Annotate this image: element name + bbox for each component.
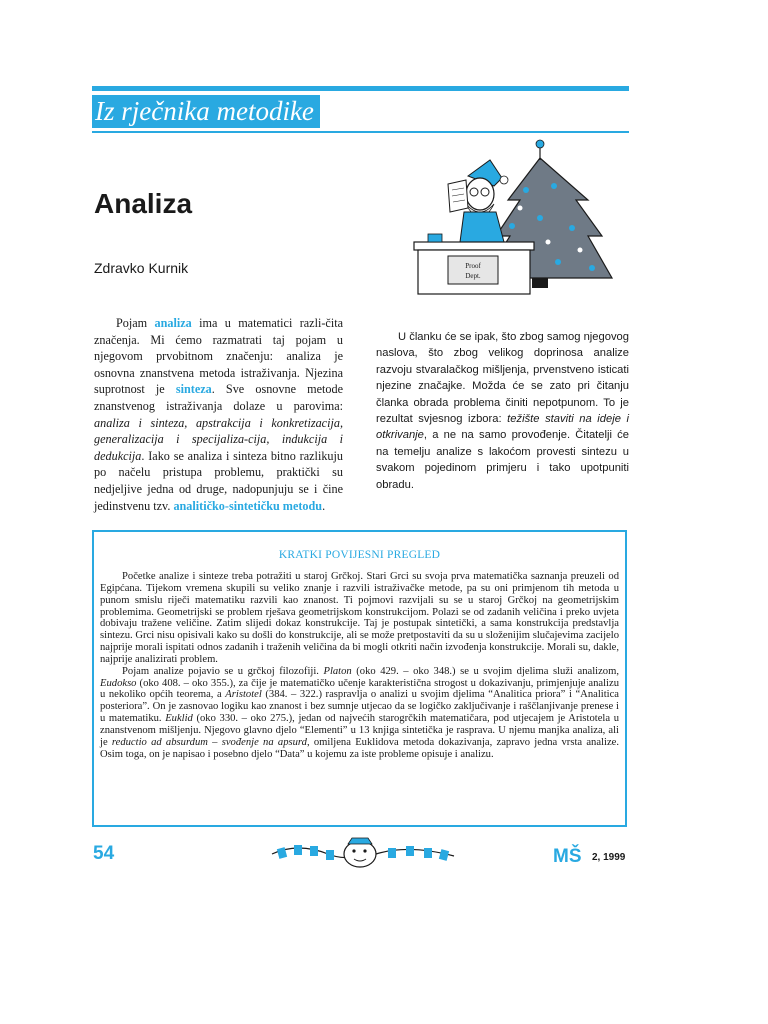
- header-underline: [92, 131, 629, 133]
- history-paragraph-1: Početke analize i sinteze treba potražiti u staroj Grčkoj. Stari Grci su svoja prva matematička saznanja preuzeli od Egipćana. Tijekom vremena skupili su veliko znanje i razvili istraživačke metode, pa su oni primjenom tih metoda u punom smislu riječi matematiku razvili kao znanost. Ti pojmovi razvijali su se u staroj Grčkoj na geometrijskim problemima. Geometrijski se problem rješava geometrijskom konstrukcijom. Polazi se od zadanih veličina i preko uvjeta dobivaju tražene veličine. Zatim slijedi dokaz konstrukcije. Taj je postupak sintetički, a sama konstrukcija predstavlja sintezu. Grci nisu opisivali kako su došli do konstrukcije, ali se može pretpostaviti da su u složenijim slučajevima zacijelo najprije morali ispitati odnos zadanih i traženih veličina da bi mogli otkriti način izvođenja konstrukcije. Morali su, dakle, najprije analizirati problem.: [100, 571, 619, 665]
- article-author: Zdravko Kurnik: [94, 260, 189, 276]
- logo-text: MŠ: [553, 846, 582, 865]
- section-title: Iz rječnika metodike: [92, 95, 320, 128]
- term-sinteza: sinteza: [175, 382, 212, 397]
- right-column: U članku će se ipak, što zbog samog njegovog naslova, što zbog velikog doprinosa analize razvoju stvaralačkog mišljenja, prvenstveno isticati njezine značajke. Možda će se zato pri čitanju članka obrada problema činiti nepotpunom. To je rezultat svjesnog izbora: težište staviti na ideje i otkrivanje, a ne na samo provođenje. Čitatelji će na temelju analize s lakoćom provesti sintezu u svakom pojedinom primjeru i tako upotpuniti obradu.: [376, 331, 629, 491]
- term-analiticko-sinteticka: analitičko-sintetičku metodu: [173, 498, 323, 513]
- history-box-text: [100, 571, 619, 761]
- issue-number: 2, 1999: [592, 852, 626, 863]
- sign-text-1: Proof: [465, 262, 481, 270]
- cartoon-person-icon: [448, 160, 508, 242]
- desk-icon: [414, 234, 534, 294]
- history-box-title: KRATKI POVIJESNI PREGLED: [278, 549, 441, 561]
- ms-logo-icon: [553, 843, 583, 865]
- article-title: Analiza: [94, 188, 193, 219]
- history-paragraph-2: Pojam analize pojavio se u grčkoj filozofiji. Platon (oko 429. – oko 348.) se u svojim djelima služi analizom, Eudokso (oko 408. – oko 355.), za čije je matematičko učenje karakteristična strogost u dokazivanju, primjenjuje analizu u nekoliko općih teorema, a Aristotel (384. – 322.) raspravlja o analizi u svojim djelima “Analitica priora” i “Analitica posteriora”. On je zasnovao logiku kao znanost i bez sumnje utjecao da se logičko zaključivanje i raščlanjivanje prenese i u matematiku. Euklid (oko 330. – oko 275.), jedan od najvećih starogrčkih matematičara, pod utjecajem je Aristotela u znanstvenom mišljenju. Njegovo glavno djelo “Elementi” u 13 knjiga sintetička je rasprava. U njemu manjka analiza, ali je reductio ad absurdum – svođenje na apsurd, omiljena Euklidova metoda dokazivanja, zapravo jedna vrsta analize. Osim toga, on je napisao i posebno djelo “Data” u kojemu za iste probleme opisuje i analizu.: [100, 665, 620, 760]
- christmas-tree-illustration: [408, 138, 630, 300]
- page-number: 54: [93, 843, 115, 864]
- sign-text-2: Dept.: [465, 272, 481, 280]
- term-analiza: analiza: [154, 316, 192, 330]
- header-top-rule: [92, 86, 629, 91]
- snowman-scarf-icon: [268, 836, 458, 872]
- left-column: Pojam analiza ima u matematici razli-čita značenja. Mi ćemo razmatrati taj pojam u njegovom prvobitnom značenju: analiza je osnovna znanstvena metoda istraživanja. Njezina suprotnost je sinteza. Sve osnovne metode znanstvenog istraživanja dolaze u parovima: analiza i sinteza, apstrakcija i konkretizacija, generalizacija i specijaliza-cija, indukcija i dedukcija. Iako se analiza i sinteza bitno razlikuju po načelu pristupa problemu, praktički su nedjeljive jedna od druge, nadopunjuju se i čine jedinstvenu tzv. analitičko-sintetičku metodu.: [94, 316, 344, 513]
